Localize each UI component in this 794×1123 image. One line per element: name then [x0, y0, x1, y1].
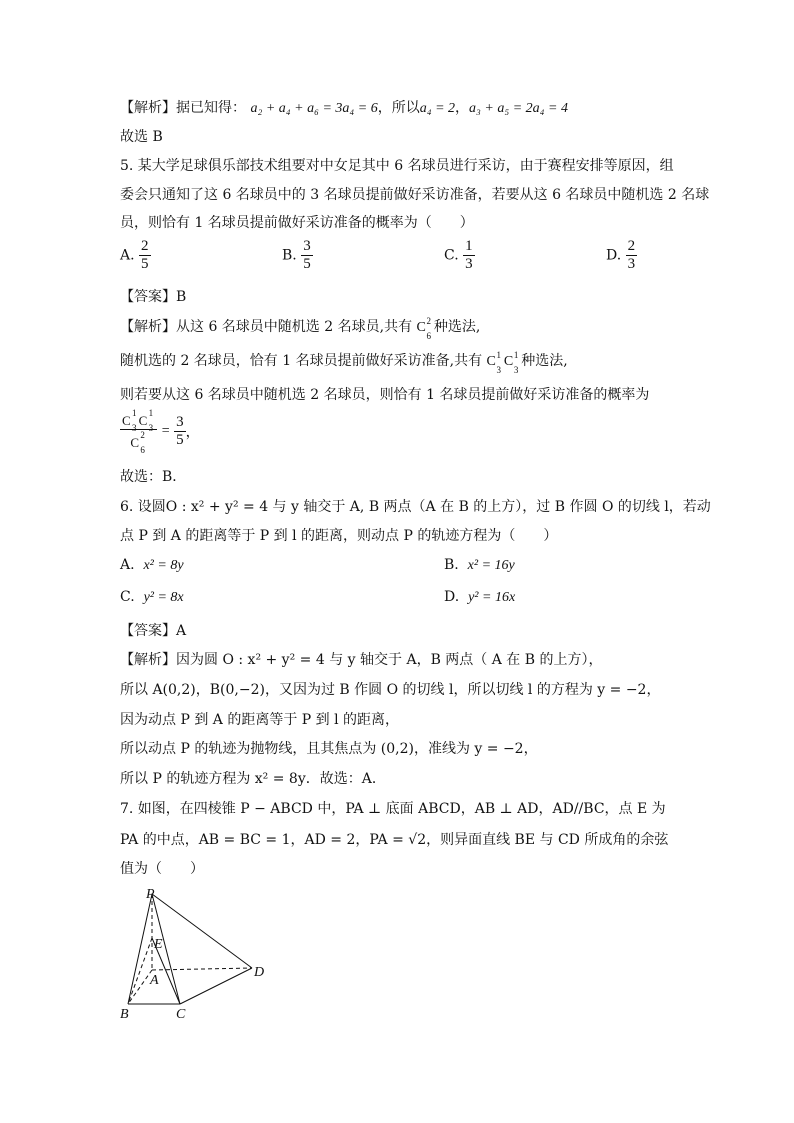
edge-ad — [152, 968, 252, 970]
q6-option-c-label: C. — [120, 589, 135, 605]
q6-answer-value: A — [176, 623, 187, 639]
q6-stem-line-1: 6. 设圆O : x² + y² = 4 与 y 轴交于 A, B 两点（A 在 B 的上方），过 B 作圆 O 的切线 l，若动 — [120, 499, 711, 515]
label-a: A — [150, 973, 159, 988]
q5-analysis-line-3: 则若要从这 6 名球员中随机选 2 名球员，则恰有 1 名球员提前做好采访准备的概率为 — [120, 387, 650, 403]
q6-option-a — [120, 557, 184, 574]
q5-result-num: 3 — [176, 414, 184, 430]
q6-option-a-text: x² = 8y — [143, 558, 184, 573]
q5-analysis-line-1 — [120, 316, 480, 339]
comb-sub: 3 — [513, 365, 519, 375]
q5-result-tail: ， — [185, 424, 200, 441]
q4-conclusion: 故选 B — [120, 129, 163, 145]
q6-stem-line-2: 点 P 到 A 的距离等于 P 到 l 的距离，则动点 P 的轨迹方程为（ ） — [120, 528, 558, 544]
comb-c: C — [130, 435, 139, 450]
q4-formula-1: a₂ + a₄ + a₆ = 3a₄ = 6 — [250, 101, 378, 116]
comb-sub: 3 — [496, 365, 502, 375]
q5-analysis-2b: 种选法, — [521, 353, 568, 369]
q5-result-left-fraction — [120, 408, 157, 455]
comb-c: C — [486, 354, 496, 369]
q6-option-b — [444, 557, 515, 574]
comb-sub: 3 — [132, 423, 137, 433]
q4-analysis-text-a: 据已知得： — [176, 100, 246, 116]
q5-option-c-label: C. — [444, 247, 459, 264]
comb-sup: 1 — [513, 350, 519, 360]
q7-stem-line-3: 值为（ ） — [120, 861, 204, 877]
q6-answer-tag: 【答案】 — [120, 623, 176, 639]
comb-sup: 2 — [140, 430, 145, 440]
q5-result-den: 5 — [176, 432, 184, 448]
pyramid-figure — [112, 886, 272, 1026]
q6-option-c — [120, 589, 184, 606]
q5-option-a-num: 2 — [141, 238, 149, 254]
q6-option-a-label: A. — [120, 557, 135, 573]
q6-analysis-line-5: 所以 P 的轨迹方程为 x² = 8y．故选：A． — [120, 771, 386, 787]
q6-analysis-line-4: 所以动点 P 的轨迹为抛物线，且其焦点为 (0,2)，准线为 y = −2， — [120, 741, 538, 757]
comb-c: C — [122, 413, 131, 428]
q5-option-c — [444, 238, 475, 273]
comb-sub: 6 — [140, 445, 145, 455]
q6-analysis-tag: 【解析】 — [120, 652, 176, 668]
label-e: E — [154, 937, 163, 952]
label-d: D — [254, 965, 265, 980]
q5-analysis-2a: 随机选的 2 名球员，恰有 1 名球员提前做好采访准备,共有 — [120, 353, 483, 369]
q6-option-d-text: y² = 16x — [468, 590, 516, 605]
q5-comb-c31-a — [487, 351, 504, 373]
comb-c31-num-1 — [122, 408, 139, 433]
q6-option-b-text: x² = 16y — [467, 558, 515, 573]
q5-option-b-label: B. — [282, 247, 297, 264]
q6-option-d — [444, 589, 515, 606]
q6-analysis-line-2: 所以 A(0,2)，B(0,−2)，又因为过 B 作圆 O 的切线 l，所以切线 l 的方程为 y = −2， — [120, 682, 661, 698]
equals-sign: = — [161, 423, 170, 439]
q4-analysis-text-c: ， — [455, 100, 470, 116]
label-b: B — [120, 1007, 129, 1022]
q5-option-d-num: 2 — [627, 238, 636, 254]
q5-option-b-fraction — [301, 238, 313, 273]
q5-analysis-1a: 从这 6 名球员中随机选 2 名球员,共有 — [176, 319, 413, 335]
q6-option-b-label: B. — [444, 557, 459, 573]
comb-sup: 1 — [496, 350, 502, 360]
q5-option-d-fraction — [626, 238, 638, 273]
q5-option-b — [282, 238, 313, 273]
q5-comb-c62 — [417, 317, 434, 339]
q5-analysis-1b: 种选法, — [433, 319, 481, 335]
q5-stem-line-3: 员，则恰有 1 名球员提前做好采访准备的概率为（ ） — [120, 215, 474, 231]
q5-result-formula — [120, 408, 200, 455]
comb-c: C — [416, 320, 426, 335]
comb-sup: 1 — [132, 408, 137, 418]
q7-stem-line-2: PA 的中点，AB = BC = 1，AD = 2，PA = √2，则异面直线 BE 与 CD 所成角的余弦 — [120, 832, 669, 848]
q7-stem-line-1: 7. 如图，在四棱锥 P − ABCD 中，PA ⊥ 底面 ABCD，AB ⊥ AD，AD//BC，点 E 为 — [120, 801, 666, 817]
label-p: P — [146, 887, 155, 902]
q6-option-c-text: y² = 8x — [143, 590, 184, 605]
comb-c: C — [138, 413, 148, 428]
q5-option-b-den: 5 — [303, 256, 311, 272]
q4-analysis-line — [120, 97, 568, 120]
q5-option-d-label: D. — [606, 247, 622, 264]
edge-cd — [180, 968, 252, 1004]
q5-result-fraction — [174, 414, 186, 449]
q5-comb-c31-b — [504, 351, 521, 373]
q5-analysis-line-2 — [120, 350, 568, 373]
q5-stem-line-1: 5. 某大学足球俱乐部技术组要对中女足其中 6 名球员进行采访，由于赛程安排等原因，组 — [120, 158, 674, 174]
q5-answer-value: B — [176, 289, 187, 305]
q5-conclusion: 故选：B． — [120, 469, 187, 485]
comb-sub: 3 — [148, 423, 154, 433]
q5-option-a-label: A. — [120, 247, 135, 264]
q5-stem-line-2: 委会只通知了这 6 名球员中的 3 名球员提前做好采访准备，若要从这 6 名球员中随机选 2 名球 — [120, 187, 710, 203]
q5-answer-tag: 【答案】 — [120, 289, 176, 305]
q5-analysis-tag: 【解析】 — [120, 319, 176, 335]
q5-result-left-num — [120, 408, 157, 433]
label-c: C — [176, 1007, 186, 1022]
comb-sub: 6 — [426, 331, 432, 341]
edge-pd — [152, 894, 252, 968]
q5-option-c-num: 1 — [465, 238, 473, 254]
q4-formula-2: a₄ = 2 — [419, 101, 456, 116]
q6-option-d-label: D. — [444, 589, 460, 605]
q4-formula-3: a₃ + a₅ = 2a₄ = 4 — [469, 101, 568, 116]
q5-option-a-den: 5 — [141, 256, 149, 272]
comb-sup: 1 — [148, 408, 154, 418]
q5-option-c-den: 3 — [465, 256, 473, 272]
q6-analysis-line-3: 因为动点 P 到 A 的距离等于 P 到 l 的距离， — [120, 712, 400, 728]
q5-answer-line — [120, 286, 186, 308]
q5-option-d-den: 3 — [627, 256, 636, 272]
q5-option-a — [120, 238, 151, 273]
q5-option-a-fraction — [139, 238, 151, 273]
q5-option-b-num: 3 — [303, 238, 311, 254]
q6-analysis-line-1 — [120, 649, 603, 671]
comb-c62-den — [130, 430, 147, 455]
comb-c: C — [503, 354, 514, 369]
q4-analysis-text-b: ，所以 — [377, 100, 420, 116]
q6-answer-line — [120, 620, 186, 642]
q6-analysis-1: 因为圆 O : x² + y² = 4 与 y 轴交于 A，B 两点（ A 在 B 的上方）， — [176, 652, 603, 668]
q4-analysis-tag: 【解析】 — [120, 100, 176, 116]
q5-option-c-fraction — [463, 238, 475, 273]
comb-sup: 2 — [426, 316, 432, 326]
q5-option-d — [606, 238, 637, 273]
